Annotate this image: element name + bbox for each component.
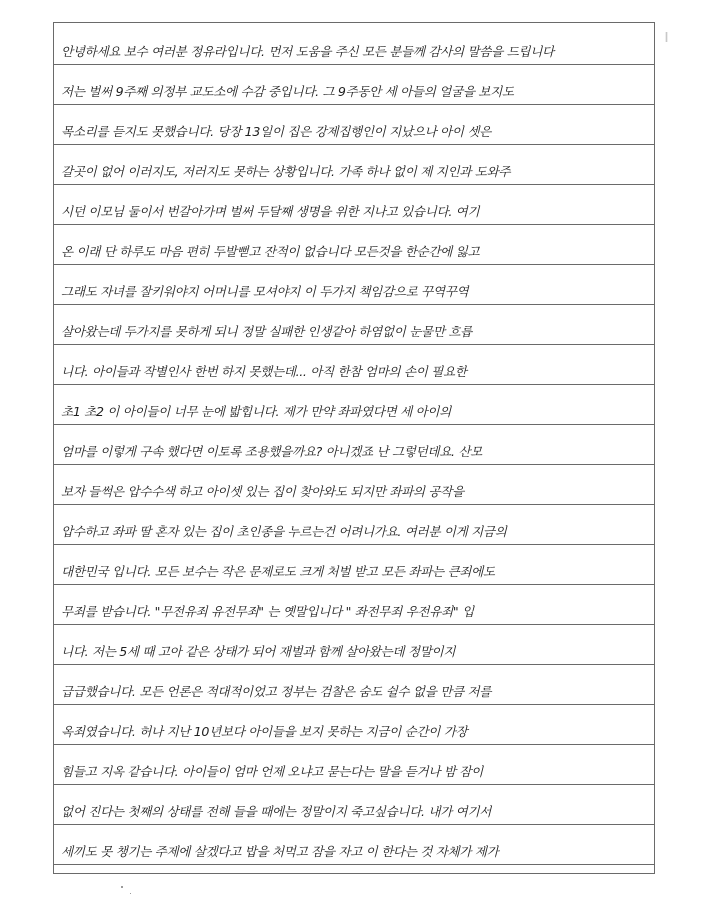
line-text: 목소리를 듣지도 못했습니다. 당장 13일이 집은 강제집행인이 지났으나 아이 셋은	[61, 124, 491, 139]
line-text: 니다. 아이들과 작별인사 한번 하지 못했는데... 아직 한참 엄마의 손이 필요한	[61, 364, 467, 379]
letter-line	[53, 433, 655, 465]
line-text: 힘들고 지옥 같습니다. 아이들이 엄마 언제 오냐고 묻는다는 말을 듣거나 밤 잠이	[61, 764, 483, 779]
line-text: 그래도 자녀를 잘키워야지 어머니를 모셔야지 이 두가지 책임감으로 꾸역꾸역	[61, 284, 469, 299]
paper-speck	[130, 893, 131, 894]
letter-line	[53, 233, 655, 265]
line-text: 없어 진다는 첫째의 상태를 전해 들을 때에는 정말이지 죽고싶습니다. 내가 여기서	[61, 804, 492, 819]
letter-line	[53, 673, 655, 705]
letter-line	[53, 153, 655, 185]
line-text: 엄마를 이렇게 구속 했다면 이토록 조용했을까요? 아니겠죠 난 그렇던데요. 산모	[61, 444, 482, 459]
line-text: 급급했습니다. 모든 언론은 적대적이었고 정부는 검찰은 숨도 쉴수 없을 만큼 저를	[61, 684, 492, 699]
letter-line	[53, 273, 655, 305]
letter-line	[53, 73, 655, 105]
line-text: 대한민국 입니다. 모든 보수는 작은 문제로도 크게 처벌 받고 모든 좌파는 큰죄에도	[61, 564, 495, 579]
line-text: 보자 들썩은 압수수색 하고 아이셋 있는 집이 찾아와도 되지만 좌파의 공작을	[61, 484, 464, 499]
letter-line	[53, 313, 655, 345]
letter-line	[53, 113, 655, 145]
line-text: 온 이래 단 하루도 마음 편히 두발뻗고 잔적이 없습니다 모든것을 한순간에 잃고	[61, 244, 480, 259]
letter-line	[53, 753, 655, 785]
letter-line	[53, 513, 655, 545]
letter-line	[53, 593, 655, 625]
line-text: 시던 이모님 둘이서 번갈아가며 벌써 두달째 생명을 위한 지나고 있습니다. 여기	[61, 204, 480, 219]
letter-line	[53, 193, 655, 225]
letter-line	[53, 553, 655, 585]
letter-line	[53, 473, 655, 505]
letter-line	[53, 793, 655, 825]
letter-body	[53, 33, 655, 873]
line-text: 안녕하세요 보수 여러분 정유라입니다. 먼저 도움을 주신 모든 분들께 감사의 말씀을 드립니다	[61, 44, 554, 59]
line-text: 살아왔는데 두가지를 못하게 되니 정말 실패한 인생같아 하염없이 눈물만 흐릅	[61, 324, 472, 339]
line-text: 초1 초2 이 아이들이 너무 눈에 밟힙니다. 제가 만약 좌파였다면 세 아이의	[61, 404, 451, 419]
line-text: 옥죄였습니다. 허나 지난 10년보다 아이들을 보지 못하는 지금이 순간이 가장	[61, 724, 468, 739]
line-text: 세끼도 못 챙기는 주제에 살겠다고 밥을 처먹고 잠을 자고 이 한다는 것 자체가 제가	[61, 844, 499, 859]
letter-line	[53, 833, 655, 865]
letter-line	[53, 393, 655, 425]
letter-line	[53, 353, 655, 385]
line-text: 무죄를 받습니다. "무전유죄 유전무죄" 는 옛말입니다 " 좌전무죄 우전유죄" 입	[61, 604, 474, 619]
paper-speck	[121, 886, 123, 888]
line-text: 압수하고 좌파 딸 혼자 있는 집이 초인종을 누르는건 어려니가요. 여러분 이게 지금의	[61, 524, 507, 539]
line-text: 니다. 저는 5세 때 고아 같은 상태가 되어 재벌과 함께 살아왔는데 정말이지	[61, 644, 456, 659]
line-text: 갈곳이 없어 이러지도, 저러지도 못하는 상황입니다. 가족 하나 없이 제 지인과 도와주	[61, 164, 511, 179]
letter-line	[53, 33, 655, 65]
letter-line	[53, 633, 655, 665]
edge-quote-mark: ı	[664, 26, 670, 47]
line-text: 저는 벌써 9주째 의정부 교도소에 수감 중입니다. 그 9주동안 세 아들의 얼굴을 보지도	[61, 84, 514, 99]
letter-line	[53, 713, 655, 745]
